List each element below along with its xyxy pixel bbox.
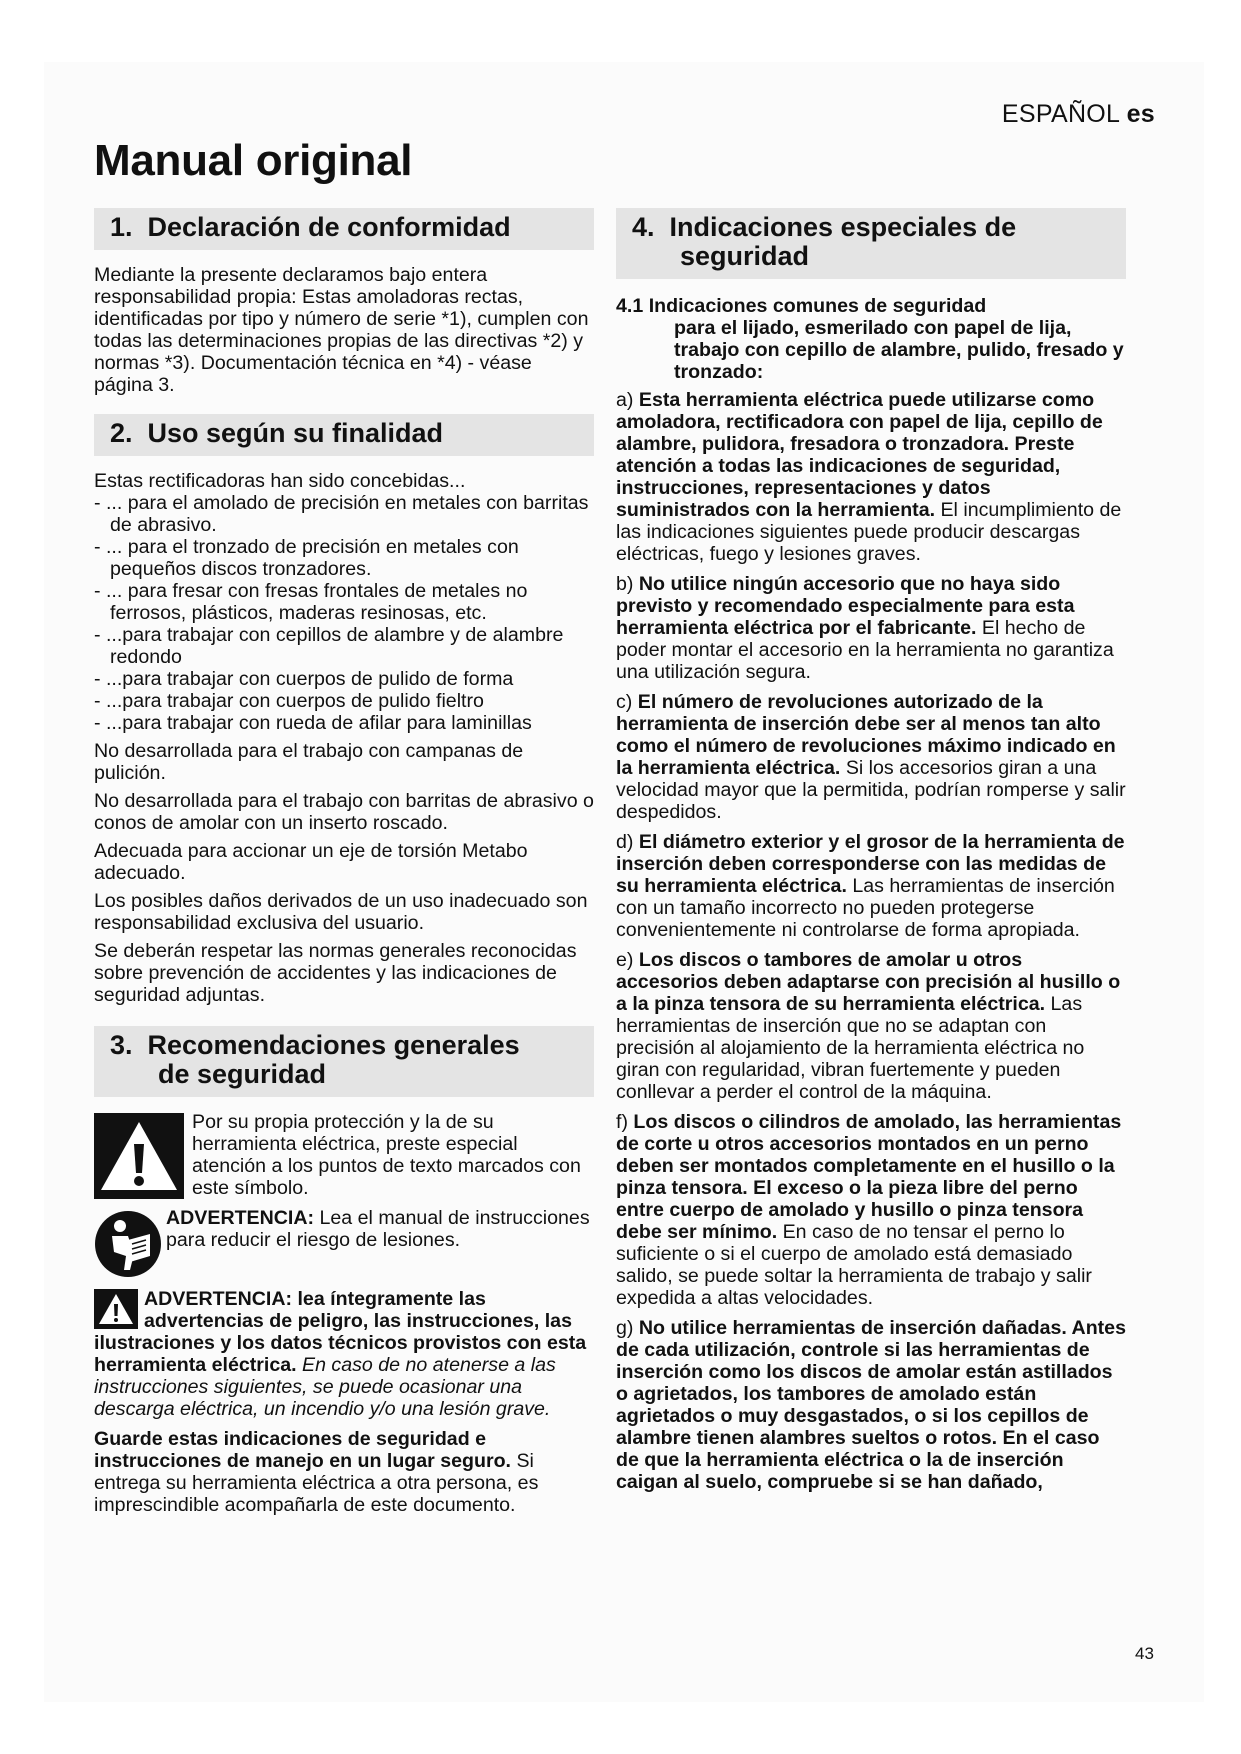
section-2-intro: Estas rectificadoras han sido concebidas... (94, 470, 466, 492)
symbol-note-text: Por su propia protección y la de su herramienta eléctrica, preste especial atención a los puntos de texto marcados con este símbolo. (192, 1111, 581, 1199)
section-3-heading: 3. Recomendaciones generales de seguridad (94, 1026, 594, 1097)
paragraph: No desarrollada para el trabajo con campanas de pulición. (94, 740, 524, 784)
list-item: - ...para trabajar con rueda de afilar para laminillas (94, 712, 532, 734)
warning-triangle-icon (94, 1113, 184, 1199)
page-number: 43 (1135, 1644, 1154, 1663)
paragraph: No desarrollada para el trabajo con barritas de abrasivo o conos de amolar con un inserto roscado. (94, 790, 594, 834)
usage-list (94, 492, 594, 734)
safety-item-c: c) El número de revoluciones autorizado de la herramienta de inserción debe ser al menos tan alto como el número de revoluciones máximo indicado en la herramienta eléctrica. Si los accesorios giran a una velocidad mayor que la permitida, podrían romperse y salir despedidos. (616, 691, 1126, 823)
paragraph: Adecuada para accionar un eje de torsión Metabo adecuado. (94, 840, 528, 884)
left-column (94, 208, 594, 1516)
warning-triangle-small-icon (94, 1289, 138, 1329)
safety-item-f: f) Los discos o cilindros de amolado, las herramientas de corte u otros accesorios montados en un perno deben ser montados completamente en el husillo o la pinza tensora. El exceso o la pieza libre del perno entre cuerpo de amolado y husillo o pinza tensora debe ser mínimo. En caso de no tensar el perno lo suficiente o si el cuerpo de amolado está demasiado salido, se puede soltar la herramienta de trabajo y salir expedida a altas velocidades. (616, 1111, 1122, 1309)
symbol-note (94, 1111, 594, 1199)
section-4-heading: 4. Indicaciones especiales de seguridad (616, 208, 1126, 279)
language-label: ESPAÑOL es (1001, 100, 1155, 128)
section-2-heading: 2. Uso según su finalidad (94, 414, 594, 456)
list-item: - ... para el tronzado de precisión en metales con pequeños discos tronzadores. (94, 536, 519, 580)
list-item: - ... para fresar con fresas frontales de metales no ferrosos, plásticos, maderas resinosas, etc. (94, 580, 528, 624)
subsection-4-1-heading: 4.1 Indicaciones comunes de seguridad para el lijado, esmerilado con papel de lija, trabajo con cepillo de alambre, pulido, fresado y tronzado: (616, 295, 1124, 383)
safety-item-g: g) No utilice herramientas de inserción dañadas. Antes de cada utilización, controle si las herramientas de inserción como los discos de amolar están astillados o agrietados, los tambores de amolado están agrietados o muy desgastados, o si los cepillos de alambre tienen alambres sueltos o rotos. En el caso de que la herramienta eléctrica o la de inserción caigan al suelo, compruebe si se han dañado, (616, 1317, 1126, 1493)
warning-read-manual: ADVERTENCIA: Lea el manual de instrucciones para reducir el riesgo de lesiones. (94, 1207, 594, 1278)
safety-item-b: b) No utilice ningún accesorio que no haya sido previsto y recomendado especialmente para esta herramienta eléctrica por el fabricante. El hecho de poder montar el accesorio en la herramienta no garantiza una utilización segura. (616, 573, 1114, 683)
safety-item-d: d) El diámetro exterior y el grosor de la herramienta de inserción deben corresponderse con las medidas de su herramienta eléctrica. Las herramientas de inserción con un tamaño incorrecto no pueden protegerse convenientemente ni controlarse de forma apropiada. (616, 831, 1125, 941)
section-1-body: Mediante la presente declaramos bajo entera responsabilidad propia: Estas amoladoras rectas, identificadas por tipo y número de serie *1), cumplen con todas las determinaciones propias de las directivas *2) y normas *3). Documentación técnica en *4) - véase página 3. (94, 264, 589, 396)
safety-item-e: e) Los discos o tambores de amolar u otros accesorios deben adaptarse con precisión al husillo o a la pinza tensora de su herramienta eléctrica. Las herramientas de inserción que no se adaptan con precisión al alojamiento de la herramienta eléctrica no giran con regularidad, vibran fuertemente y pueden conllevar a perder el control de la máquina. (616, 949, 1121, 1103)
read-manual-icon (94, 1210, 162, 1278)
keep-instructions: Guarde estas indicaciones de seguridad e instrucciones de manejo en un lugar seguro. Si entrega su herramienta eléctrica a otra persona, es imprescindible acompañarla de este documento. (94, 1428, 539, 1516)
section-1-heading: 1. Declaración de conformidad (94, 208, 594, 250)
warning-read-all: ADVERTENCIA: lea íntegramente las advertencias de peligro, las instrucciones, las ilustraciones y los datos técnicos provistos con esta herramienta eléctrica. En caso de no atenerse a las instrucciones siguientes, se puede ocasionar una descarga eléctrica, un incendio y/o una lesión grave. (94, 1288, 587, 1420)
list-item: - ...para trabajar con cuerpos de pulido de forma (94, 668, 514, 690)
right-column (616, 208, 1126, 1493)
paragraph: Los posibles daños derivados de un uso inadecuado son responsabilidad exclusiva del usuario. (94, 890, 588, 934)
safety-item-a: a) Esta herramienta eléctrica puede utilizarse como amoladora, rectificadora con papel de lija, cepillo de alambre, pulidora, fresadora o tronzadora. Preste atención a todas las indicaciones de seguridad, instrucciones, representaciones y datos suministrados con la herramienta. El incumplimiento de las indicaciones siguientes puede producir descargas eléctricas, fuego y lesiones graves. (616, 389, 1122, 565)
list-item: - ...para trabajar con cuerpos de pulido fieltro (94, 690, 484, 712)
list-item: - ...para trabajar con cepillos de alambre y de alambre redondo (94, 624, 564, 668)
paragraph: Se deberán respetar las normas generales reconocidas sobre prevención de accidentes y las indicaciones de seguridad adjuntas. (94, 940, 577, 1006)
manual-title: Manual original (94, 136, 413, 185)
list-item: - ... para el amolado de precisión en metales con barritas de abrasivo. (94, 492, 589, 536)
